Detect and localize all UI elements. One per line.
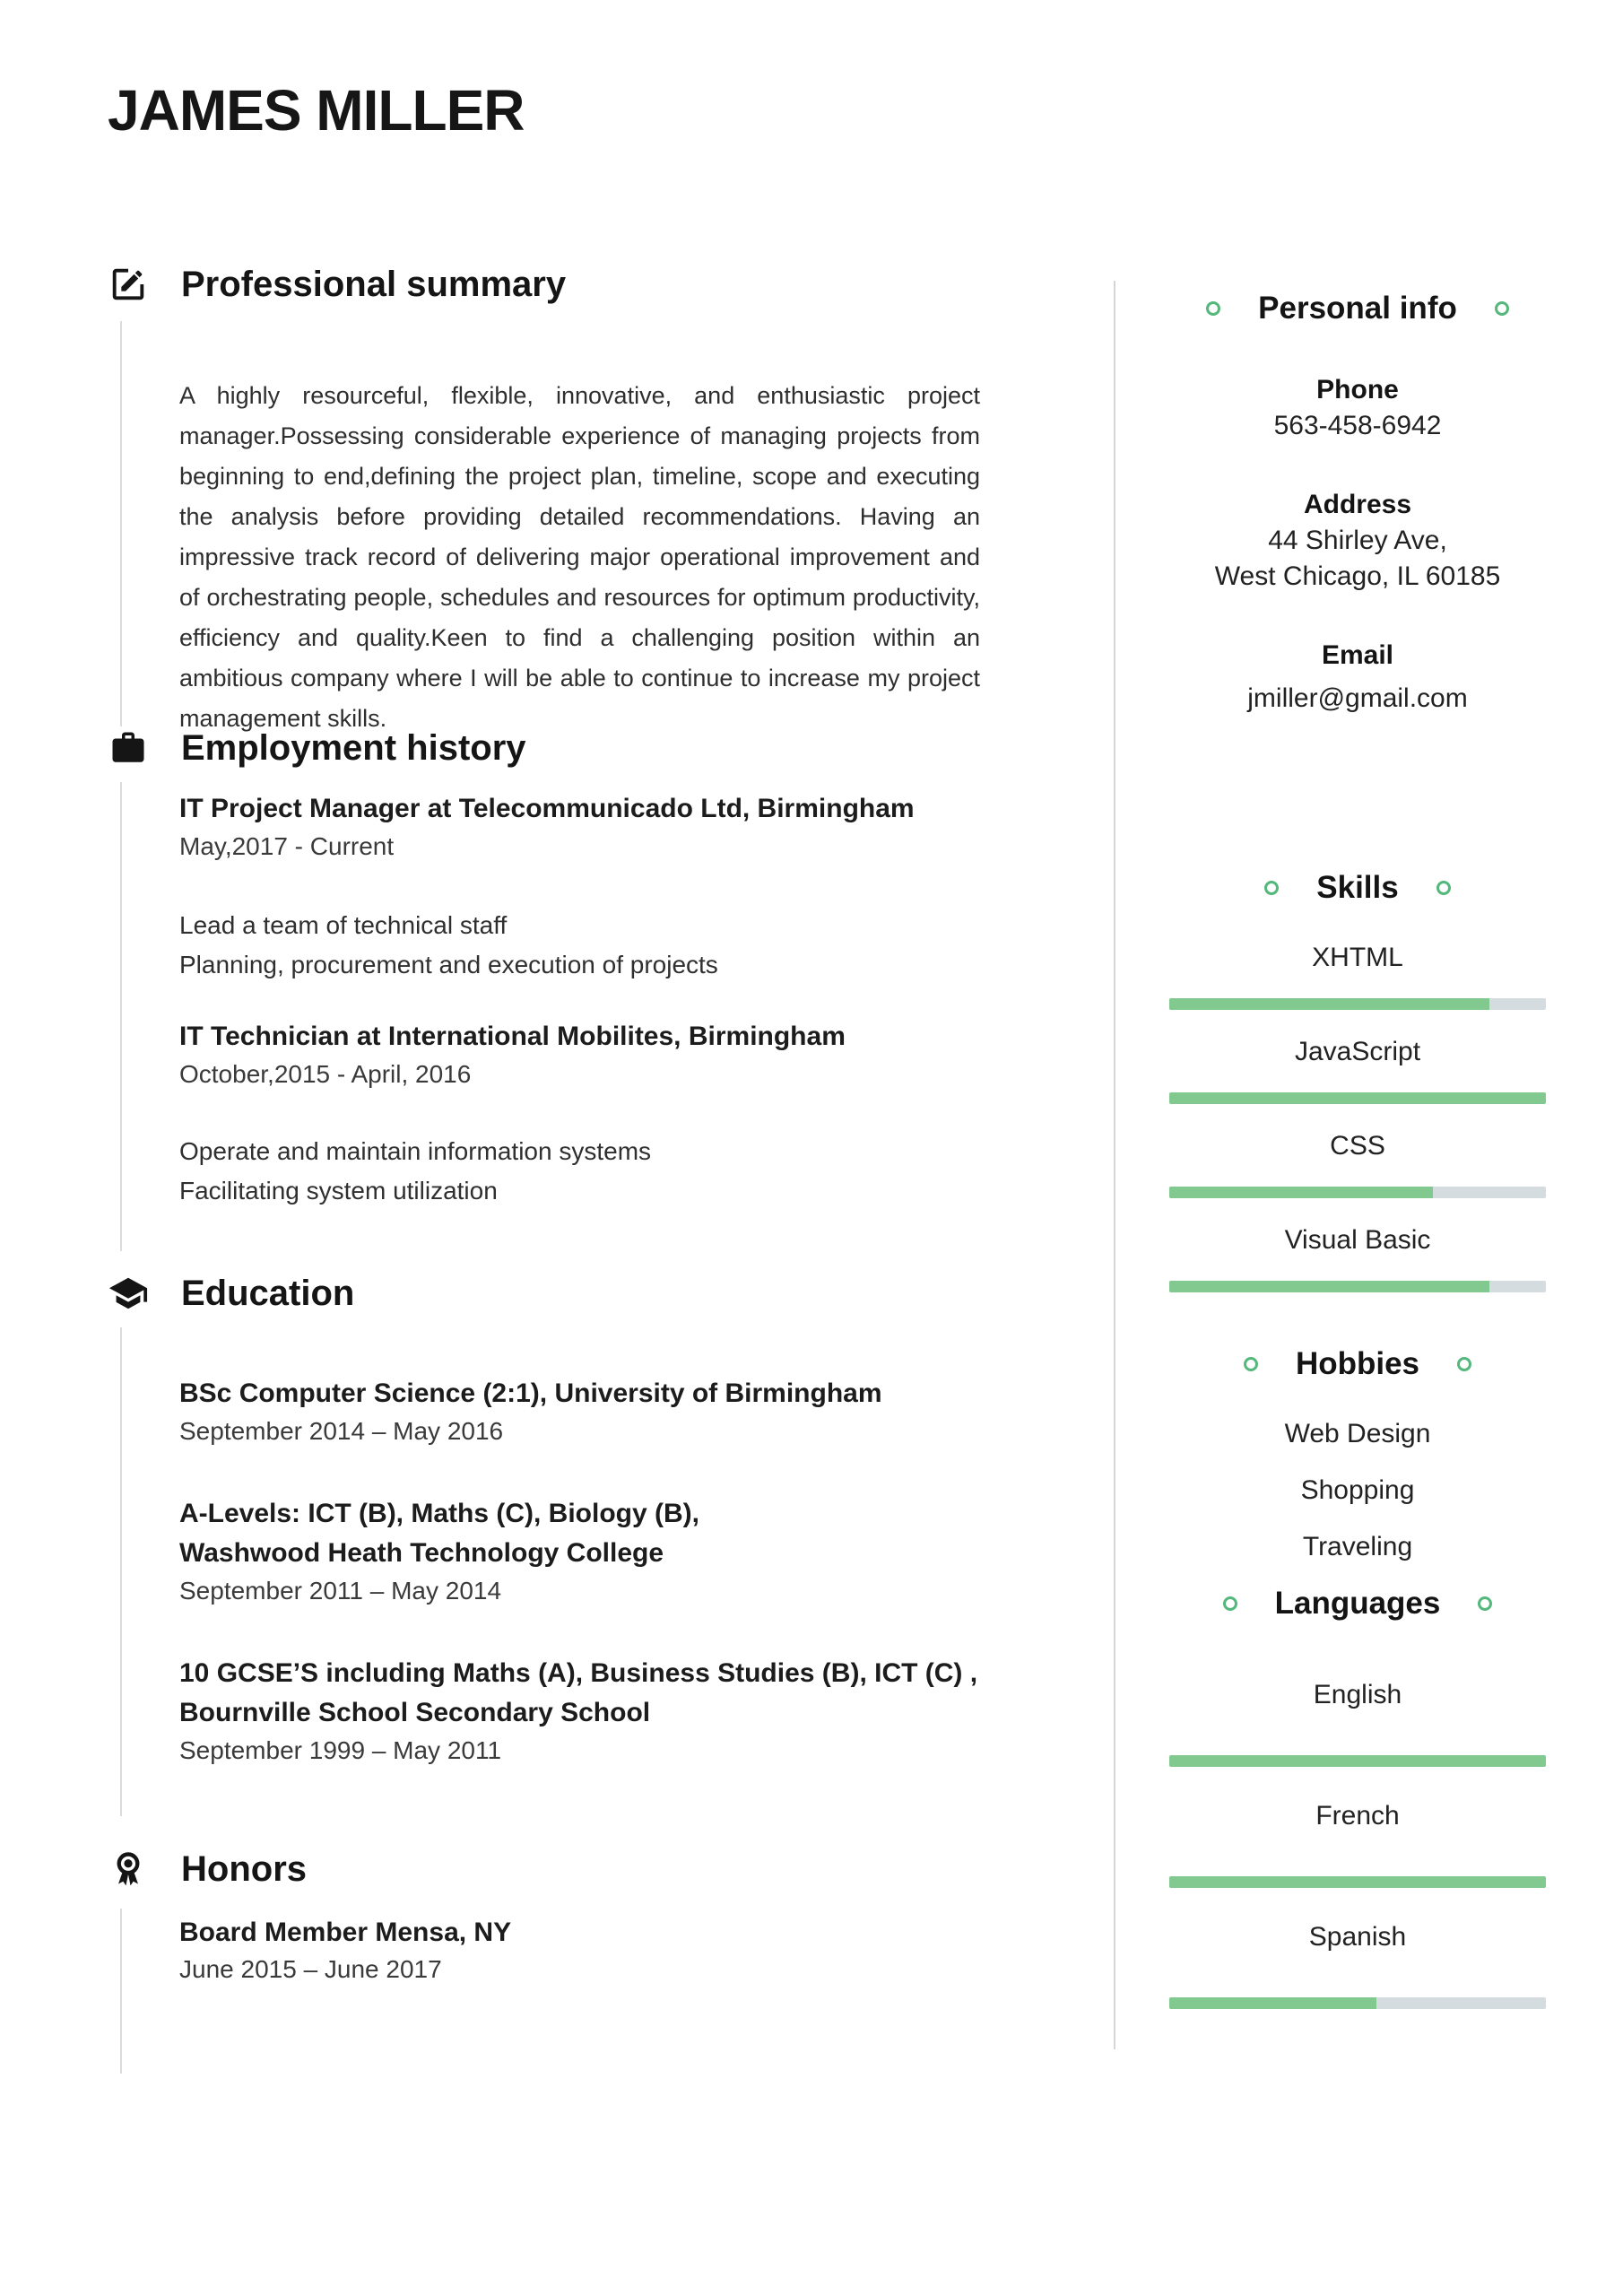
- sidebar-section-personal-info: [1169, 290, 1546, 717]
- summary-text: A highly resourceful, flexible, innovative, and enthusiastic project manager.Possessing considerable experience of managing projects from beginning to end,defining the project plan, timeline, scope and executing the analysis before providing detailed recommendations. Having an impressive track record of delivering major operational improvement and of orchestrating people, schedules and resources for optimum productivity, efficiency and quality.Keen to find a challenging position within an ambitious company where I will be able to continue to increase my project management skills.: [179, 382, 980, 732]
- edit-square-icon: [108, 264, 149, 305]
- award-icon: [108, 1848, 149, 1890]
- sidebar-heading-skills: [1169, 869, 1546, 907]
- ring-icon: [1244, 1357, 1258, 1371]
- sidebar: [1114, 281, 1623, 2039]
- sidebar-heading-hobbies: [1169, 1345, 1546, 1383]
- honor-title: Board Member Mensa, NY: [179, 1918, 512, 1947]
- sidebar-section-languages: [1169, 1585, 1546, 2009]
- skill-name: JavaScript: [1294, 1037, 1421, 1066]
- skill-progress-fill: [1169, 1092, 1546, 1104]
- hobby-item: Traveling: [1302, 1532, 1413, 1561]
- contact-group: [1169, 487, 1546, 595]
- skill-progress-track: [1169, 1092, 1546, 1104]
- skill-item: [1169, 939, 1546, 1010]
- ring-icon: [1478, 1596, 1492, 1611]
- hobby-item: Web Design: [1284, 1419, 1431, 1448]
- language-name: French: [1315, 1801, 1400, 1831]
- sidebar-heading-label: Personal info: [1258, 291, 1457, 326]
- section-honors: [108, 1848, 1004, 1987]
- skill-progress-fill: [1169, 1281, 1489, 1292]
- address-line: West Chicago, IL 60185: [1214, 561, 1501, 591]
- language-progress-fill: [1169, 1997, 1376, 2009]
- language-progress-track: [1169, 1997, 1546, 2009]
- job-entry: [179, 789, 1004, 985]
- sidebar-section-hobbies: [1169, 1345, 1546, 1566]
- section-title: Education: [181, 1274, 355, 1313]
- job-duty: Lead a team of technical staff: [179, 911, 508, 939]
- skill-progress-track: [1169, 1281, 1546, 1292]
- skill-item: [1169, 1127, 1546, 1198]
- ring-icon: [1206, 301, 1220, 316]
- language-name: Spanish: [1308, 1922, 1407, 1952]
- education-title: Washwood Heath Technology College: [179, 1538, 664, 1568]
- email-value: jmiller@gmail.com: [1247, 683, 1468, 713]
- skill-progress-fill: [1169, 1187, 1433, 1198]
- language-progress-track: [1169, 1876, 1546, 1888]
- education-date: September 1999 – May 2011: [179, 1736, 502, 1764]
- job-title: IT Technician at International Mobilites, Birmingham: [179, 1022, 846, 1051]
- contact-group: [1169, 638, 1546, 717]
- honor-date: June 2015 – June 2017: [179, 1955, 442, 1983]
- job-title: IT Project Manager at Telecommunicado Ltd, Birmingham: [179, 794, 915, 823]
- language-item: [1169, 1676, 1546, 1767]
- contact-label: Email: [1321, 640, 1394, 670]
- job-date: October,2015 - April, 2016: [179, 1060, 472, 1088]
- education-entry: [179, 1494, 1004, 1609]
- language-progress-fill: [1169, 1876, 1546, 1888]
- language-name: English: [1313, 1680, 1402, 1709]
- job-date: May,2017 - Current: [179, 832, 395, 860]
- language-progress-track: [1169, 1755, 1546, 1767]
- skill-name: XHTML: [1312, 943, 1403, 972]
- sidebar-heading-label: Skills: [1316, 870, 1399, 905]
- sidebar-heading-label: Hobbies: [1295, 1346, 1420, 1381]
- section-professional-summary: [108, 263, 1004, 739]
- job-duty: Operate and maintain information systems: [179, 1137, 652, 1165]
- graduation-cap-icon: [108, 1273, 149, 1314]
- ring-icon: [1264, 881, 1279, 895]
- section-title: Professional summary: [181, 265, 567, 304]
- ring-icon: [1457, 1357, 1471, 1371]
- sidebar-heading-personal-info: [1169, 290, 1546, 327]
- briefcase-icon: [108, 727, 149, 769]
- education-title: Bournville School Secondary School: [179, 1698, 651, 1727]
- skill-item: [1169, 1222, 1546, 1292]
- skill-progress-track: [1169, 1187, 1546, 1198]
- education-date: September 2011 – May 2014: [179, 1577, 502, 1605]
- education-title: A-Levels: ICT (B), Maths (C), Biology (B),: [179, 1499, 699, 1528]
- address-line: 44 Shirley Ave,: [1268, 526, 1447, 555]
- sidebar-heading-languages: [1169, 1585, 1546, 1622]
- education-entry: [179, 1654, 1004, 1769]
- education-title: BSc Computer Science (2:1), University of Birmingham: [179, 1378, 882, 1408]
- sidebar-heading-label: Languages: [1274, 1586, 1441, 1621]
- contact-group: [1169, 372, 1546, 444]
- skill-name: CSS: [1330, 1131, 1385, 1161]
- job-duty: Facilitating system utilization: [179, 1177, 498, 1205]
- contact-label: Phone: [1316, 375, 1399, 404]
- ring-icon: [1495, 301, 1509, 316]
- phone-value: 563-458-6942: [1273, 411, 1442, 440]
- language-item: [1169, 1918, 1546, 2009]
- skill-progress-fill: [1169, 998, 1489, 1010]
- skill-progress-track: [1169, 998, 1546, 1010]
- skill-item: [1169, 1033, 1546, 1104]
- job-entry: [179, 1017, 1004, 1211]
- language-item: [1169, 1797, 1546, 1888]
- education-date: September 2014 – May 2016: [179, 1417, 504, 1445]
- education-entry: [179, 1374, 1004, 1449]
- sidebar-section-skills: [1169, 869, 1546, 1292]
- hobby-item: Shopping: [1300, 1475, 1415, 1505]
- education-title: 10 GCSE’S including Maths (A), Business Studies (B), ICT (C) ,: [179, 1658, 978, 1688]
- ring-icon: [1436, 881, 1451, 895]
- section-education: [108, 1272, 1004, 1813]
- job-duty: Planning, procurement and execution of projects: [179, 951, 718, 978]
- section-employment-history: [108, 726, 1004, 1211]
- contact-label: Address: [1303, 490, 1412, 519]
- ring-icon: [1223, 1596, 1237, 1611]
- section-title: Honors: [181, 1849, 307, 1889]
- skill-name: Visual Basic: [1284, 1225, 1431, 1255]
- honor-entry: [179, 1914, 1004, 1987]
- person-name: JAMES MILLER: [108, 78, 525, 143]
- language-progress-fill: [1169, 1755, 1546, 1767]
- section-title: Employment history: [181, 728, 526, 768]
